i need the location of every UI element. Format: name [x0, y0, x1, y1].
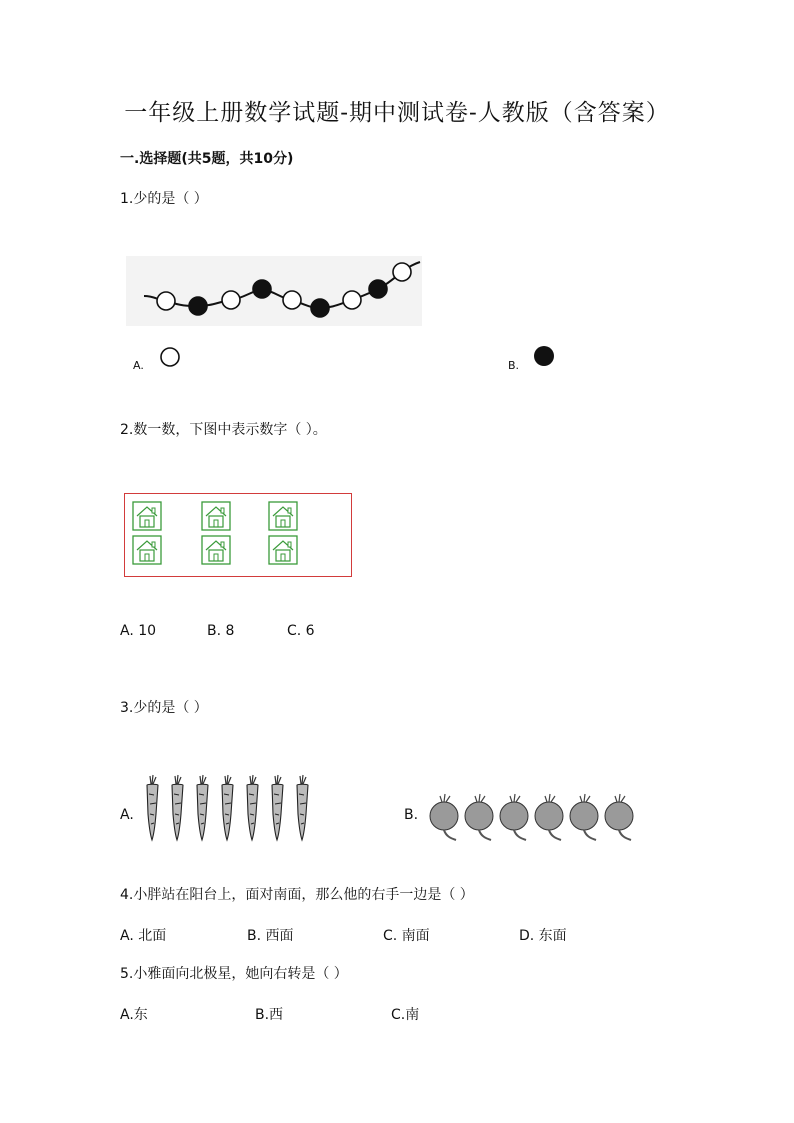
- carrot-icon: [272, 775, 283, 840]
- page-title: 一年级上册数学试题-期中测试卷-人教版（含答案）: [124, 100, 670, 126]
- radish-icon: [570, 794, 598, 840]
- white-bead: [393, 263, 411, 281]
- radishes-image: [426, 792, 640, 846]
- radish-icon: [535, 794, 563, 840]
- house-frame: [124, 493, 352, 577]
- white-bead-icon: [159, 346, 181, 368]
- q3-option-b-label[interactable]: B.: [404, 807, 419, 823]
- house-icon: [202, 502, 230, 530]
- question-4-stem: 4.小胖站在阳台上，面对南面，那么他的右手一边是（ ）: [120, 887, 474, 903]
- carrot-icon: [297, 775, 308, 840]
- radish-icon: [500, 794, 528, 840]
- q5-option-c[interactable]: C.南: [391, 1007, 420, 1023]
- q3-option-a-label[interactable]: A.: [120, 807, 134, 823]
- house-icon: [133, 502, 161, 530]
- q1-option-a[interactable]: [133, 346, 193, 370]
- q4-option-a[interactable]: A. 北面: [120, 928, 167, 944]
- q4-option-c[interactable]: C. 南面: [383, 928, 430, 944]
- q5-option-a[interactable]: A.东: [120, 1007, 148, 1023]
- house-icon: [202, 536, 230, 564]
- black-bead: [253, 280, 271, 298]
- radishes-svg: [426, 792, 640, 846]
- question-5-stem: 5.小雅面向北极星，她向右转是（ ）: [120, 966, 348, 982]
- carrots-image: [138, 774, 340, 844]
- q1-option-b[interactable]: [508, 344, 568, 370]
- house-icon: [133, 536, 161, 564]
- q2-option-b[interactable]: B. 8: [207, 623, 235, 639]
- carrot-icon: [172, 775, 183, 840]
- house-icon: [269, 502, 297, 530]
- white-bead: [343, 291, 361, 309]
- carrots-svg: [138, 774, 340, 844]
- white-bead: [157, 292, 175, 310]
- question-1-stem: 1.少的是（ ）: [120, 191, 208, 207]
- carrot-icon: [222, 775, 233, 840]
- q1-option-a-label: A.: [133, 359, 144, 372]
- radish-icon: [605, 794, 633, 840]
- carrot-icon: [147, 775, 158, 840]
- section-heading: 一.选择题(共5题，共10分): [120, 151, 294, 167]
- black-bead-icon: [532, 344, 556, 368]
- black-bead: [369, 280, 387, 298]
- question-2-stem: 2.数一数，下图中表示数字（ ）。: [120, 422, 327, 438]
- house-icon: [269, 536, 297, 564]
- bead-string-image: [126, 256, 422, 326]
- bead-string-svg: [126, 256, 422, 326]
- carrot-icon: [247, 775, 258, 840]
- black-bead: [311, 299, 329, 317]
- radish-icon: [465, 794, 493, 840]
- q5-option-b[interactable]: B.西: [255, 1007, 284, 1023]
- white-bead: [222, 291, 240, 309]
- houses-svg: [125, 494, 351, 576]
- q2-option-c[interactable]: C. 6: [287, 623, 315, 639]
- q2-option-a[interactable]: A. 10: [120, 623, 157, 639]
- q4-option-b[interactable]: B. 西面: [247, 928, 294, 944]
- q4-option-d[interactable]: D. 东面: [519, 928, 567, 944]
- question-3-stem: 3.少的是（ ）: [120, 700, 208, 716]
- black-bead: [189, 297, 207, 315]
- white-bead: [283, 291, 301, 309]
- radish-icon: [430, 794, 458, 840]
- carrot-icon: [197, 775, 208, 840]
- q1-option-b-label: B.: [508, 359, 520, 372]
